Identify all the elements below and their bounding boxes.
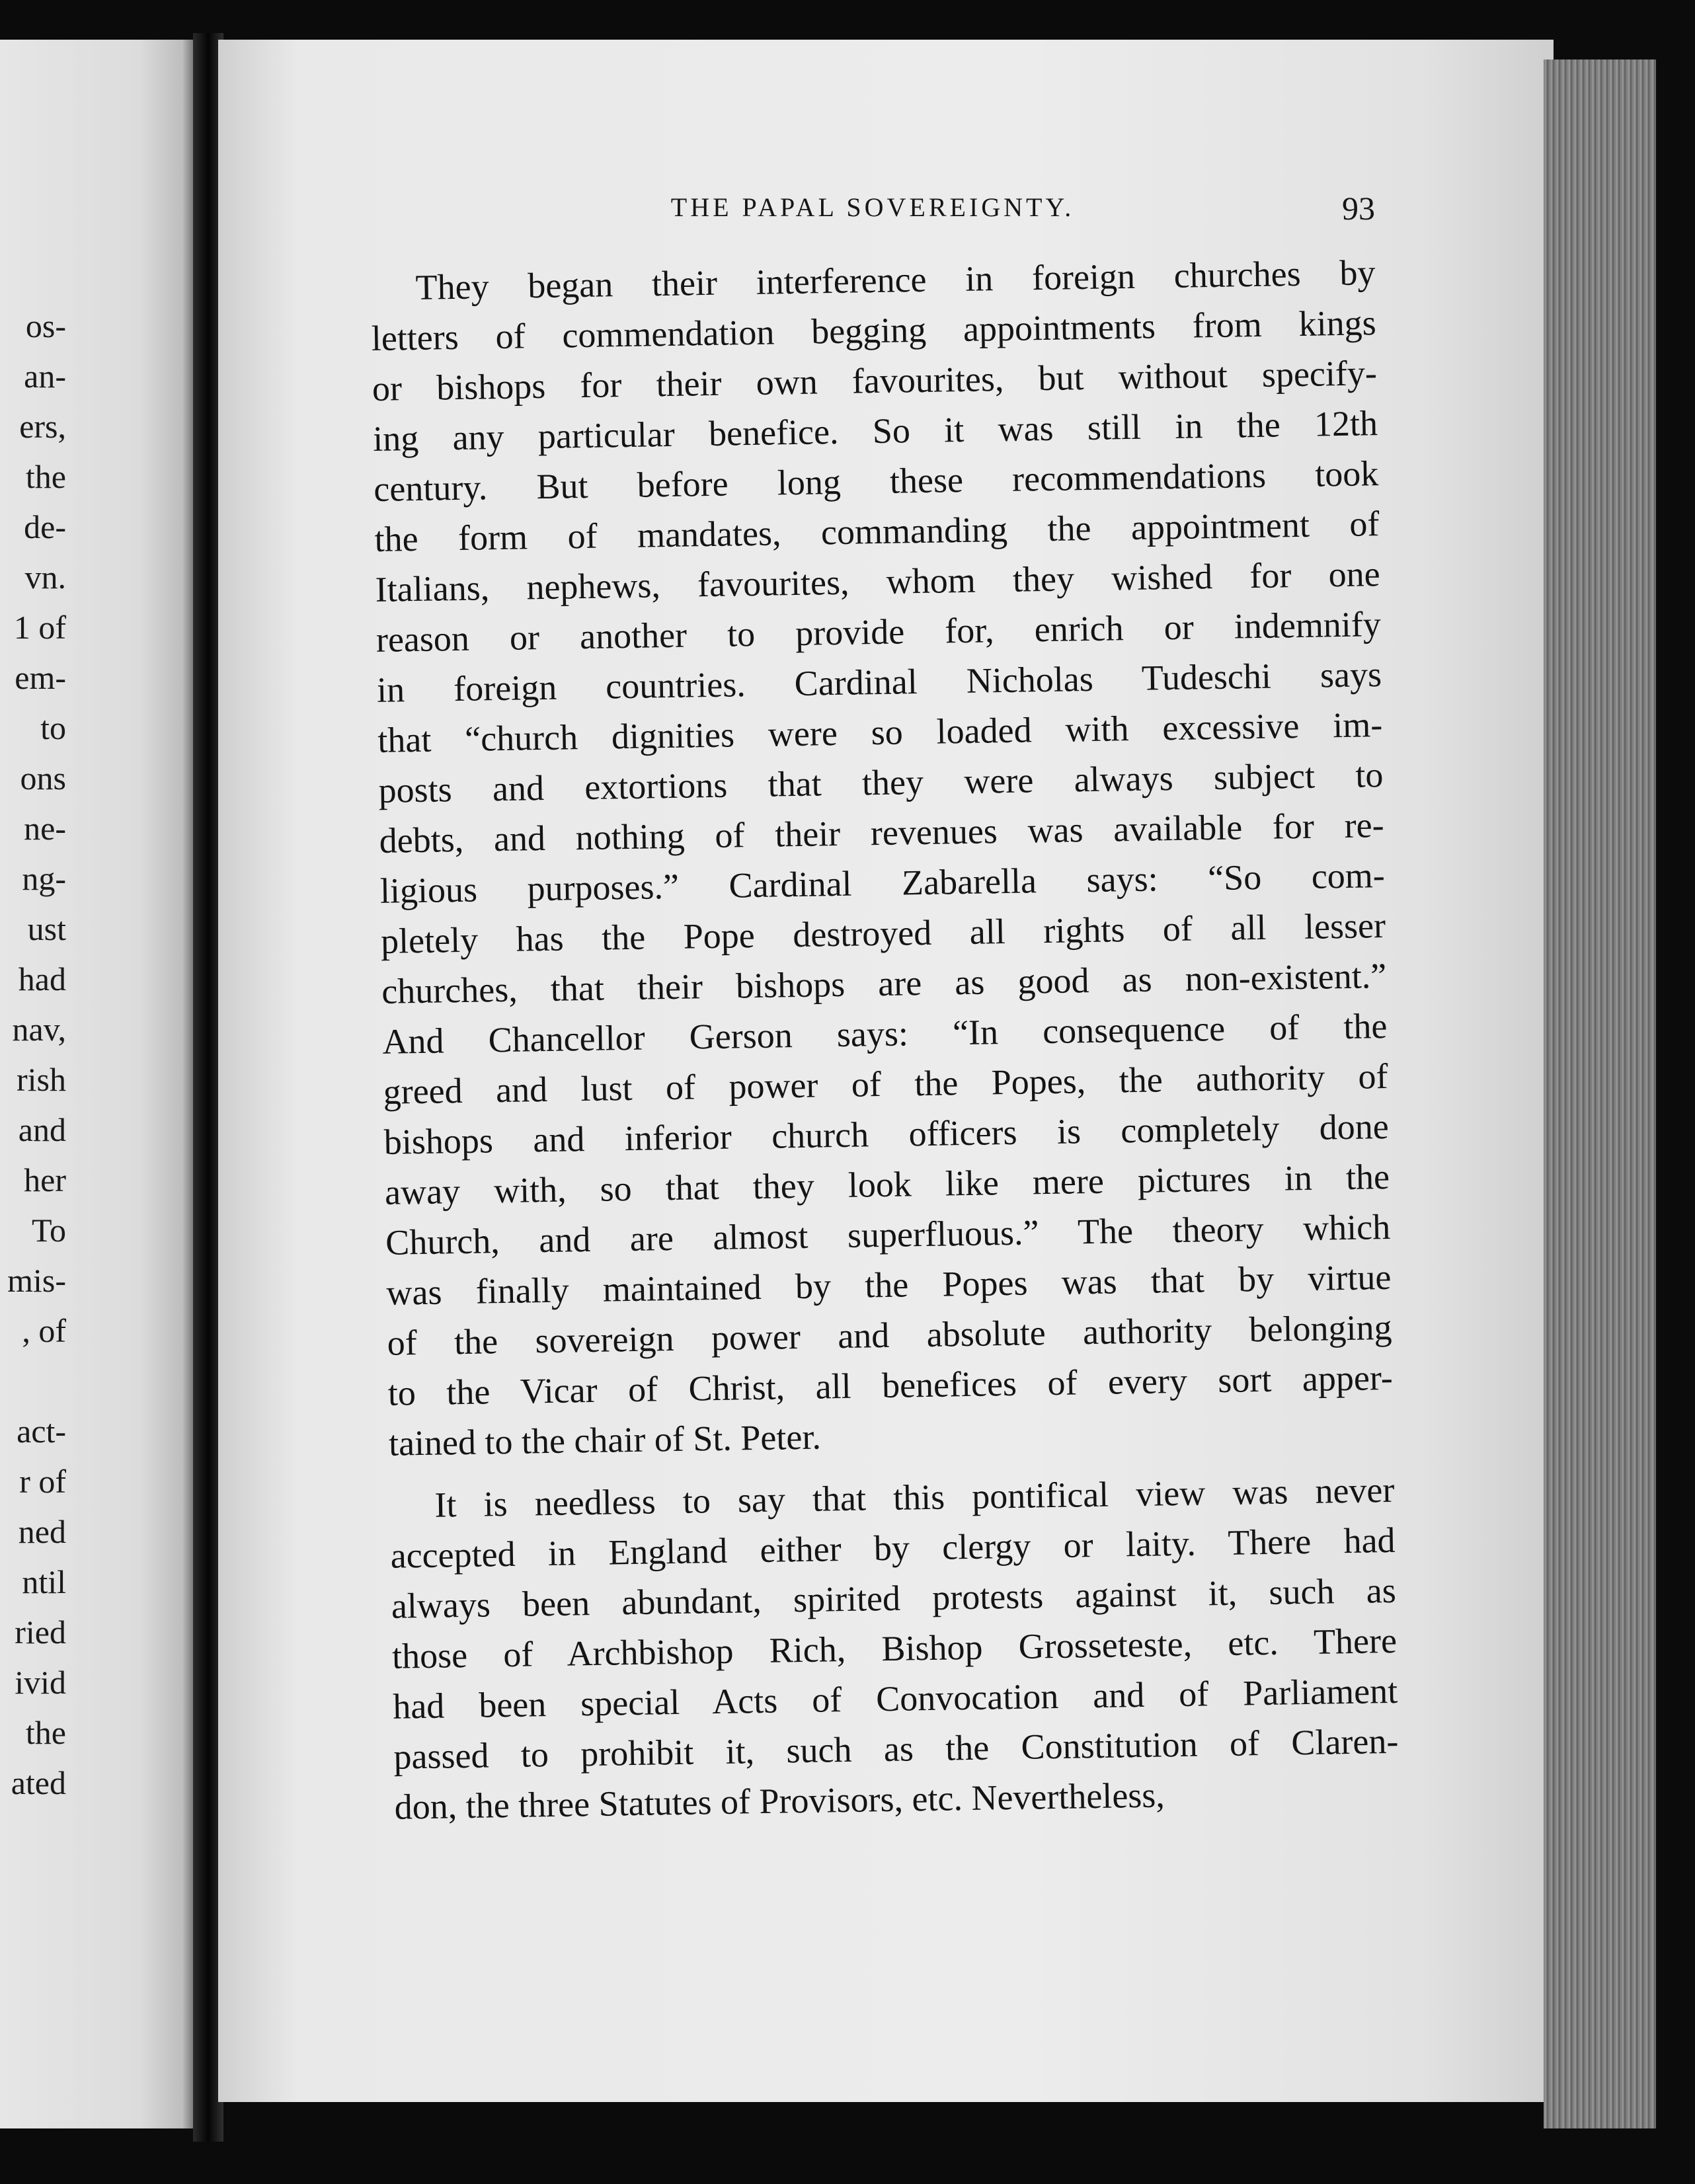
running-title: THE PAPAL SOVEREIGNTY. [670, 192, 1075, 222]
left-page-line-fragment: os- [25, 307, 66, 344]
left-page-line-fragment: ated [11, 1764, 66, 1801]
text-line: tained to the chair of St. Peter. [388, 1417, 822, 1463]
text-line: greed and lust of power of the Popes, the authority of [383, 1056, 1388, 1112]
left-page-line-fragment: had [18, 960, 66, 997]
text-line: that “church dignities were so loaded with excessive im- [377, 705, 1383, 760]
left-page-line-fragment: de- [24, 508, 66, 545]
left-page-line-fragment: ers, [19, 408, 66, 445]
left-page-line-fragment: r of [19, 1463, 66, 1500]
text-line: or bishops for their own favourites, but without specify- [372, 353, 1378, 409]
text-line: ligious purposes.” Cardinal Zabarella says: “So com- [379, 855, 1386, 911]
text-line: churches, that their bishops are as good as non-existent.” [381, 955, 1387, 1011]
text-line: don, the three Statutes of Provisors, etc. Nevertheless, [394, 1775, 1165, 1827]
text-line: Church, and are almost superfluous.” The theory which [385, 1206, 1391, 1263]
left-page-line-fragment: her [24, 1161, 66, 1198]
left-page-line-fragment: ust [27, 910, 66, 947]
left-page-text-fragments [0, 301, 66, 1808]
left-page-line-fragment [0, 1356, 66, 1406]
text-line: debts, and nothing of their revenues was available for re- [379, 805, 1385, 861]
text-line: letters of commendation begging appointments from kings [371, 303, 1377, 358]
left-page-line-fragment: nav, [12, 1011, 66, 1048]
left-page-line-fragment: ne- [24, 810, 66, 847]
text-line: always been abundant, spirited protests against it, such as [391, 1570, 1397, 1626]
page-edges [1544, 59, 1656, 2128]
text-line: of the sovereign power and absolute authority belonging [387, 1307, 1392, 1363]
left-page-line-fragment: mis- [7, 1262, 66, 1299]
left-page-line-fragment: ng- [22, 860, 66, 897]
left-page-line-fragment: To [31, 1212, 66, 1249]
text-line: reason or another to provide for, enrich or indemnify [375, 604, 1382, 660]
left-page-line-fragment: , of [22, 1312, 66, 1349]
left-page-line-fragment: ried [15, 1614, 66, 1651]
text-line: bishops and inferior church officers is completely done [383, 1106, 1390, 1162]
text-line: It is needless to say that this pontifical view was never [434, 1469, 1395, 1525]
text-line: ing any particular benefice. So it was still in the 12th [372, 403, 1378, 459]
text-line: pletely has the Pope destroyed all rights of all lesser [380, 906, 1386, 961]
text-line: passed to prohibit it, such as the Constitution of Claren- [393, 1721, 1399, 1777]
left-page-line-fragment: rish [17, 1061, 66, 1098]
left-page-line-fragment: ned [18, 1513, 66, 1550]
left-page-line-fragment: 1 of [13, 609, 66, 646]
text-line: accepted in England either by clergy or laity. There had [390, 1520, 1396, 1576]
text-line: Italians, nephews, favourites, whom they wished for one [375, 554, 1381, 609]
left-page-line-fragment: ivid [15, 1664, 66, 1701]
left-page [0, 40, 198, 2128]
left-page-line-fragment: to [40, 709, 66, 746]
text-line: had been special Acts of Convocation and of Parliament [392, 1670, 1398, 1727]
left-page-line-fragment: act- [17, 1413, 66, 1450]
text-line: those of Archbishop Rich, Bishop Grosseteste, etc. There [391, 1620, 1398, 1676]
body-text [370, 247, 1399, 1832]
paragraph-2 [389, 1465, 1399, 1832]
left-page-line-fragment: the [25, 1714, 66, 1751]
left-page-line-fragment: vn. [24, 559, 66, 596]
text-line: posts and extortions that they were always subject to [378, 755, 1384, 810]
text-line: away with, so that they look like mere pictures in the [384, 1156, 1390, 1212]
left-page-line-fragment: ons [20, 760, 66, 797]
text-line: was finally maintained by the Popes was that by virtue [386, 1257, 1392, 1313]
left-page-line-fragment: em- [15, 659, 66, 696]
text-line: They began their interference in foreign churches by [415, 253, 1376, 307]
left-page-line-fragment: an- [24, 358, 66, 395]
text-line: And Chancellor Gerson says: “In consequence of the [382, 1005, 1388, 1062]
left-page-line-fragment: ntil [22, 1563, 66, 1600]
page-number: 93 [1342, 190, 1375, 227]
left-page-line-fragment: the [25, 458, 66, 495]
text-line: the form of mandates, commanding the appointment of [374, 504, 1380, 559]
text-line: to the Vicar of Christ, all benefices of every sort apper- [387, 1357, 1394, 1413]
paragraph-1 [370, 247, 1394, 1469]
left-page-line-fragment: and [18, 1111, 66, 1148]
text-line: century. But before long these recommendations took [373, 453, 1379, 509]
text-line: in foreign countries. Cardinal Nicholas Tudeschi says [376, 654, 1382, 710]
